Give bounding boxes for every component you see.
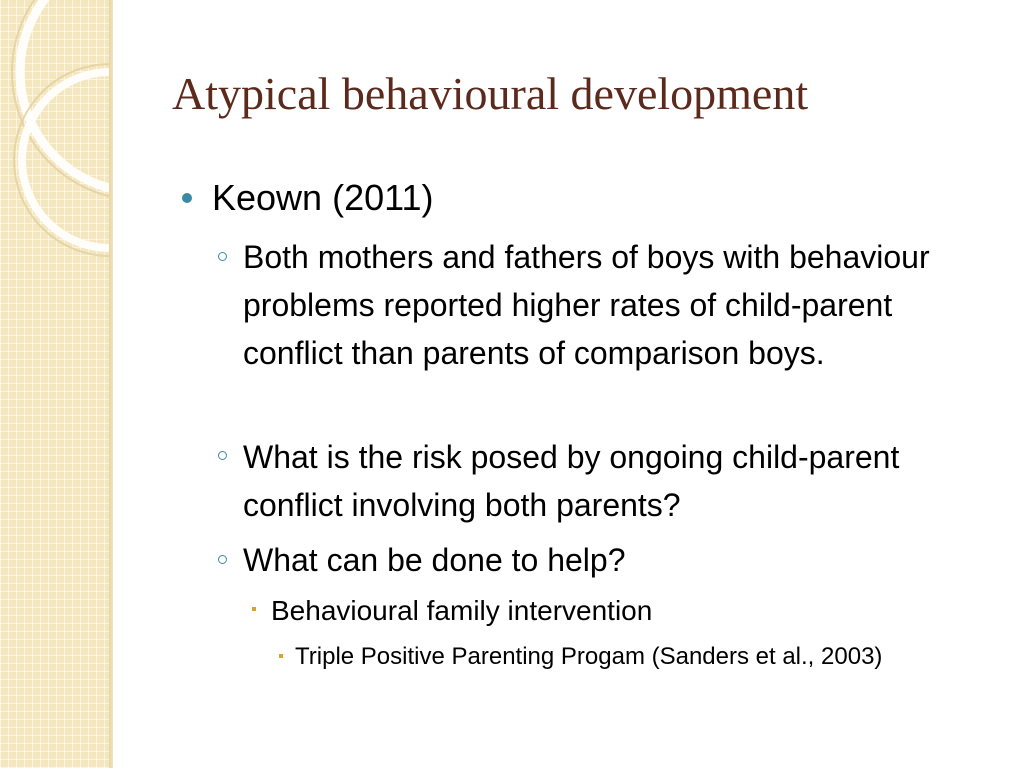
bullet-level4: Triple Positive Parenting Progam (Sanders et al., 2003) [295,643,883,670]
bullet-level2-item: What can be done to help? [243,542,626,578]
hollow-circle-bullet-icon [218,451,227,460]
small-square-bullet-icon [279,654,283,658]
filled-circle-bullet-icon [182,193,192,203]
small-square-bullet-icon [252,607,256,611]
bullet-level1: Keown (2011) [212,177,434,218]
slide-title: Atypical behavioural development [172,68,809,119]
bullet-level2-item: What is the risk posed by ongoing child-parent conflict involving both parents? [243,439,900,523]
bullet-level2-item: Both mothers and fathers of boys with behaviour problems reported higher rates of child-parent conflict than parents of comparison boys. [243,239,930,371]
hollow-circle-bullet-icon [218,555,227,564]
hollow-circle-bullet-icon [218,252,227,261]
bullet-level3: Behavioural family intervention [271,595,653,626]
